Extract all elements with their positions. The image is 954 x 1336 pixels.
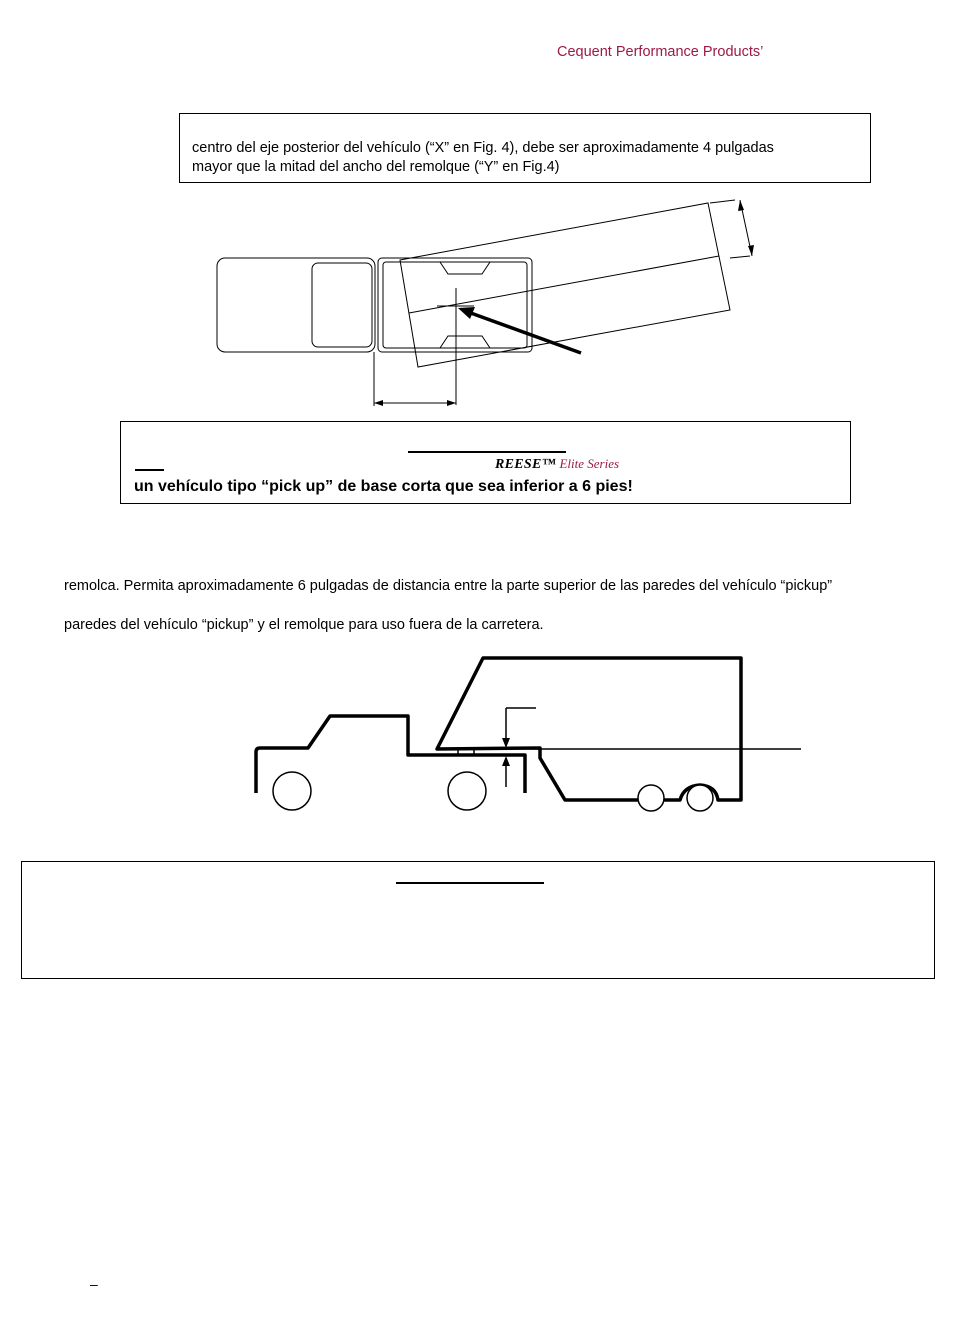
trailer-outline <box>437 658 741 800</box>
footer-mark: – <box>90 1276 98 1292</box>
warning-underline-mark <box>135 469 164 471</box>
body-paragraph-line-2: paredes del vehículo “pickup” y el remolque para uso fuera de la carretera. <box>64 617 544 633</box>
reese-logo <box>495 456 619 473</box>
y-dim-arrow-bottom <box>748 245 754 256</box>
side-view-diagram <box>240 650 810 815</box>
pointer-arrow <box>468 312 581 353</box>
trailer-end-line <box>710 200 735 203</box>
x-dim-arrow-left <box>374 400 383 406</box>
truck-rear-wheel <box>448 772 486 810</box>
trailer-outline <box>400 203 730 367</box>
truck-cab-outline <box>217 258 375 352</box>
y-dim-arrow-top <box>738 200 744 211</box>
warning-bold-text: un vehículo tipo “pick up” de base corta que sea inferior a 6 pies! <box>134 478 633 495</box>
reese-brand-name: REESE™ <box>495 457 556 472</box>
reese-series-name: Elite Series <box>559 456 620 471</box>
wheel-well-bottom <box>440 336 490 348</box>
truck-window <box>312 263 372 347</box>
notice-line-2: mayor que la mitad del ancho del remolque (“Y” en Fig.4) <box>192 159 560 175</box>
top-view-diagram <box>200 190 760 415</box>
wheel-well-top <box>440 262 490 274</box>
notice-heading-underline <box>396 882 544 884</box>
trailer-end-line <box>730 256 750 258</box>
warning-heading-underline <box>408 451 566 453</box>
notice-line-1: centro del eje posterior del vehículo (“X” en Fig. 4), debe ser aproximadamente 4 pulgadas <box>192 140 774 156</box>
brand-header: Cequent Performance Products’ <box>557 44 764 60</box>
clearance-arrow-down <box>502 738 510 748</box>
x-dim-arrow-right <box>447 400 456 406</box>
clearance-arrow-up <box>502 756 510 766</box>
pointer-arrowhead <box>458 307 475 319</box>
notice-box-bottom <box>21 861 935 979</box>
trailer-wheel <box>638 785 664 811</box>
body-paragraph-line-1: remolca. Permita aproximadamente 6 pulgadas de distancia entre la parte superior de las paredes del vehículo “pickup” <box>64 578 833 594</box>
trailer-wheel <box>687 785 713 811</box>
truck-front-wheel <box>273 772 311 810</box>
